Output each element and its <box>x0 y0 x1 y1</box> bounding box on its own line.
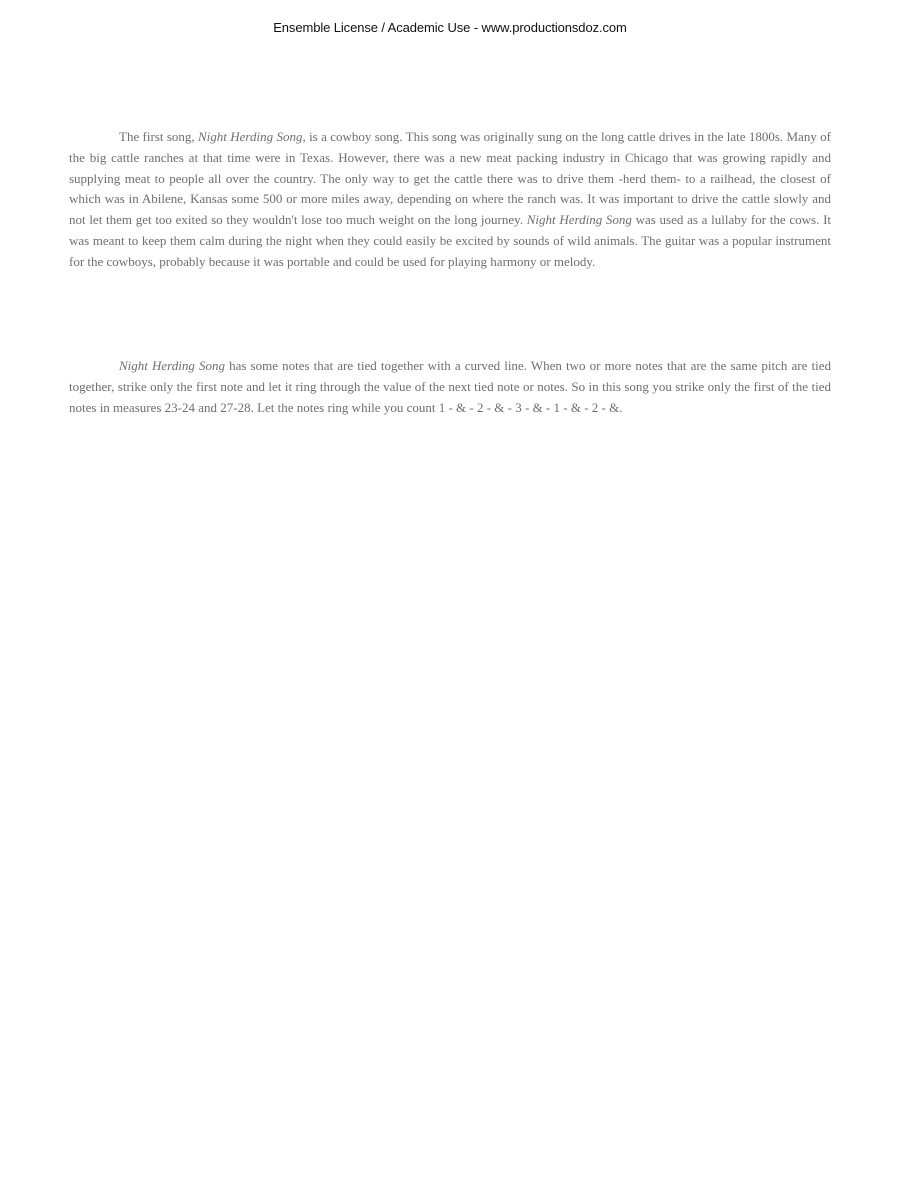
song-title: Night Herding Song <box>526 212 632 228</box>
paragraph-text: , is a cowboy song. This song was originally sung on the long cattle drives in the late 1800s. Many of the big cattle ranches at that time were in Texas. However, there was a new meat packing industry in Chicago that was growing rapidly and supplying meat to people all over the country. The only way to get the cattle there was to drive them -herd them- to a railhead, the closest of which was in Abilene, Kansas some 500 or more miles away, depending on where the ranch was. It was important to drive the cattle slowly and not let them get too exited so they wouldn't lose too much weight on the long journey. <box>69 129 831 228</box>
paragraph-song-history <box>69 127 831 273</box>
license-header: Ensemble License / Academic Use - www.productionsdoz.com <box>273 20 627 35</box>
song-title: Night Herding Song <box>198 129 303 144</box>
paragraph-text: The first song, <box>119 129 199 144</box>
paragraph-text: has some notes that are tied together with a curved line. When two or more notes that are the same pitch are tied together, strike only the first note and let it ring through the value of the next tied note or notes. So in this song you strike only the first of the tied notes in measures 23-24 and 27-28. Let the notes ring while you count 1 - & - 2 - & - 3 - & - 1 - & - 2 - &. <box>69 358 831 415</box>
song-title: Night Herding Song <box>119 358 225 373</box>
paragraph-text: was used as a lullaby for the cows. It was meant to keep them calm during the night when they could easily be excited by sounds of wild animals. The guitar was a popular instrument for the cowboys, probably because it was portable and could be used for playing harmony or melody. <box>69 212 832 269</box>
paragraph-tied-notes <box>69 356 831 418</box>
